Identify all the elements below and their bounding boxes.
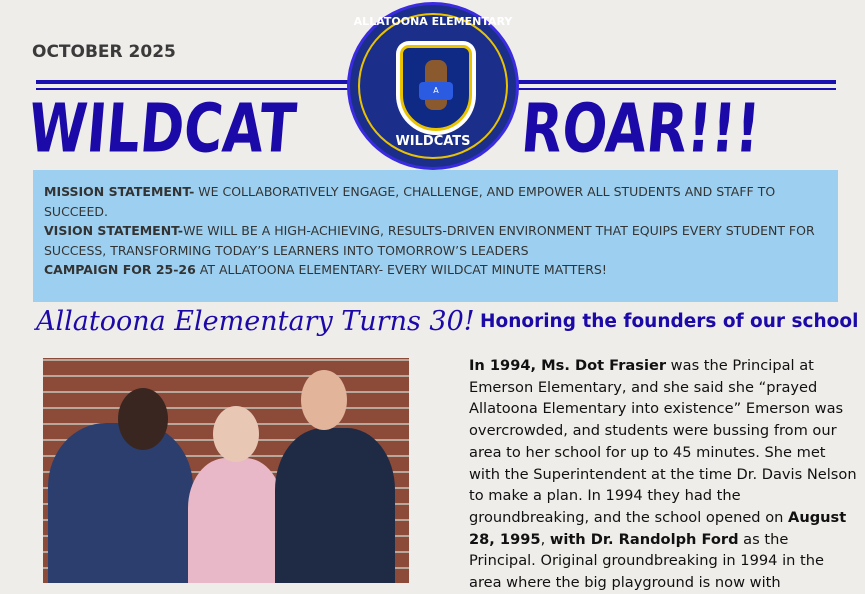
- person-right: [275, 428, 395, 583]
- mission-text: WE COLLABORATIVELY ENGAGE, CHALLENGE, AND EMPOWER ALL STUDENTS AND STAFF TO SUCCEED.: [44, 184, 776, 219]
- body-bold-1: In 1994, Ms. Dot Frasier: [469, 357, 667, 374]
- vision-label: VISION STATEMENT-: [44, 223, 184, 238]
- logo-top-text: ALLATOONA ELEMENTARY: [353, 15, 513, 28]
- founders-photo: [43, 358, 409, 583]
- person-right-head: [301, 370, 347, 430]
- mission-label: MISSION STATEMENT-: [44, 184, 195, 199]
- body-bold-3: with Dr. Randolph Ford: [549, 530, 739, 548]
- body-text-2: ,: [540, 530, 550, 548]
- person-left: [48, 423, 193, 583]
- article-body: [469, 355, 859, 594]
- mission-box: [33, 170, 838, 302]
- newsletter-title-right: ROAR!!!: [518, 90, 763, 169]
- school-logo: [347, 2, 519, 170]
- logo-shield: [400, 45, 472, 131]
- body-text-3: as the Principal. Original groundbreaking in 1994 in the area where the big playground is now with: [469, 530, 824, 592]
- newsletter-title-left: WILDCAT: [25, 90, 299, 169]
- campaign-label: CAMPAIGN FOR 25-26: [44, 262, 196, 277]
- mascot-shirt: A: [419, 82, 453, 100]
- person-middle-head: [213, 406, 259, 462]
- vision-text: WE WILL BE A HIGH-ACHIEVING, RESULTS-DRIVEN ENVIRONMENT THAT EQUIPS EVERY STUDENT FOR SUCCESS, TRANSFORMING TODAY’S LEARNERS INTO TOMORROW’S LEADERS: [44, 223, 815, 258]
- article-heading: Honoring the founders of our school: [480, 311, 859, 332]
- person-middle: [188, 458, 283, 583]
- person-left-head: [118, 388, 168, 450]
- body-bold-2: August 28, 1995: [469, 508, 847, 548]
- issue-date: OCTOBER 2025: [32, 42, 176, 62]
- campaign-text: AT ALLATOONA ELEMENTARY- EVERY WILDCAT MINUTE MATTERS!: [195, 262, 607, 277]
- logo-bottom-text: WILDCATS: [395, 134, 471, 149]
- script-title: Allatoona Elementary Turns 30!: [36, 306, 475, 337]
- body-text-1: was the Principal at Emerson Elementary, and she said she “prayed Allatoona Elementary into existence” Emerson was overcrowded, and students were bussing from our area to her school for up to 45 minutes. She met with the Superintendent at the time Dr. Davis Nelson to make a plan. In 1994 they had the groundbreaking, and the school opened on: [469, 357, 857, 526]
